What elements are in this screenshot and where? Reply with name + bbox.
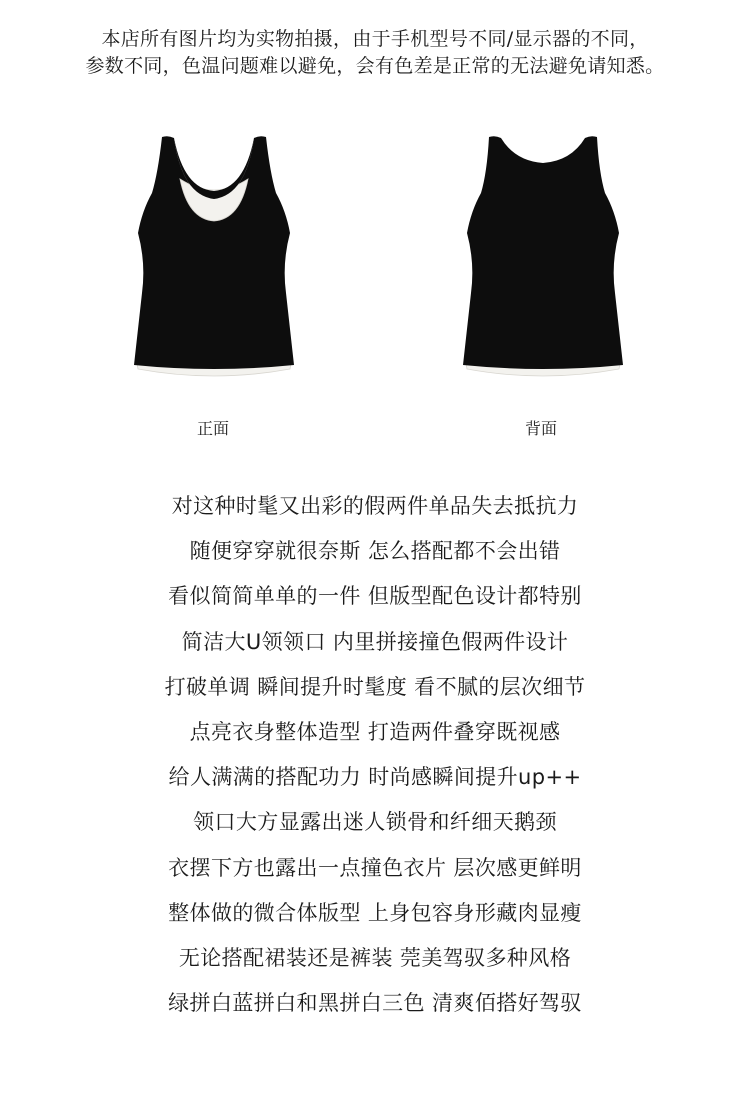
disclaimer-line-2: 参数不同，色温问题难以避免，会有色差是正常的无法避免请知悉。 bbox=[85, 55, 665, 77]
feature-line: 衣摆下方也露出一点撞色衣片 层次感更鲜明 bbox=[168, 855, 582, 880]
feature-line: 整体做的微合体版型 上身包容身形藏肉显瘦 bbox=[168, 900, 582, 925]
color-disclaimer bbox=[0, 26, 750, 80]
tank-top-back-image bbox=[453, 133, 633, 398]
feature-line: 对这种时髦又出彩的假两件单品失去抵抗力 bbox=[171, 494, 579, 518]
feature-line: 领口大方显露出迷人锁骨和纤细天鹅颈 bbox=[193, 810, 557, 835]
feature-line: 随便穿穿就很奈斯 怎么搭配都不会出错 bbox=[189, 539, 561, 564]
disclaimer-line-1: 本店所有图片均为实物拍摄，由于手机型号不同/显示器的不同， bbox=[101, 28, 649, 50]
feature-line: 无论搭配裙装还是裤装 莞美驾驭多种风格 bbox=[178, 946, 572, 971]
feature-line: 给人满满的搭配功力 时尚感瞬间提升up++ bbox=[168, 765, 582, 790]
back-view-label: 背面 bbox=[524, 419, 557, 438]
feature-line: 简洁大U领领口 内里拼接撞色假两件设计 bbox=[181, 629, 569, 654]
feature-line: 绿拼白蓝拼白和黑拼白三色 清爽佰搭好驾驭 bbox=[168, 991, 582, 1016]
feature-description bbox=[0, 484, 750, 1026]
feature-line: 点亮衣身整体造型 打造两件叠穿既视感 bbox=[189, 720, 561, 745]
tank-top-front-image bbox=[124, 133, 304, 398]
front-view-label: 正面 bbox=[196, 419, 229, 438]
feature-line: 看似简简单单的一件 但版型配色设计都特别 bbox=[168, 584, 582, 609]
feature-line: 打破单调 瞬间提升时髦度 看不腻的层次细节 bbox=[164, 674, 586, 699]
